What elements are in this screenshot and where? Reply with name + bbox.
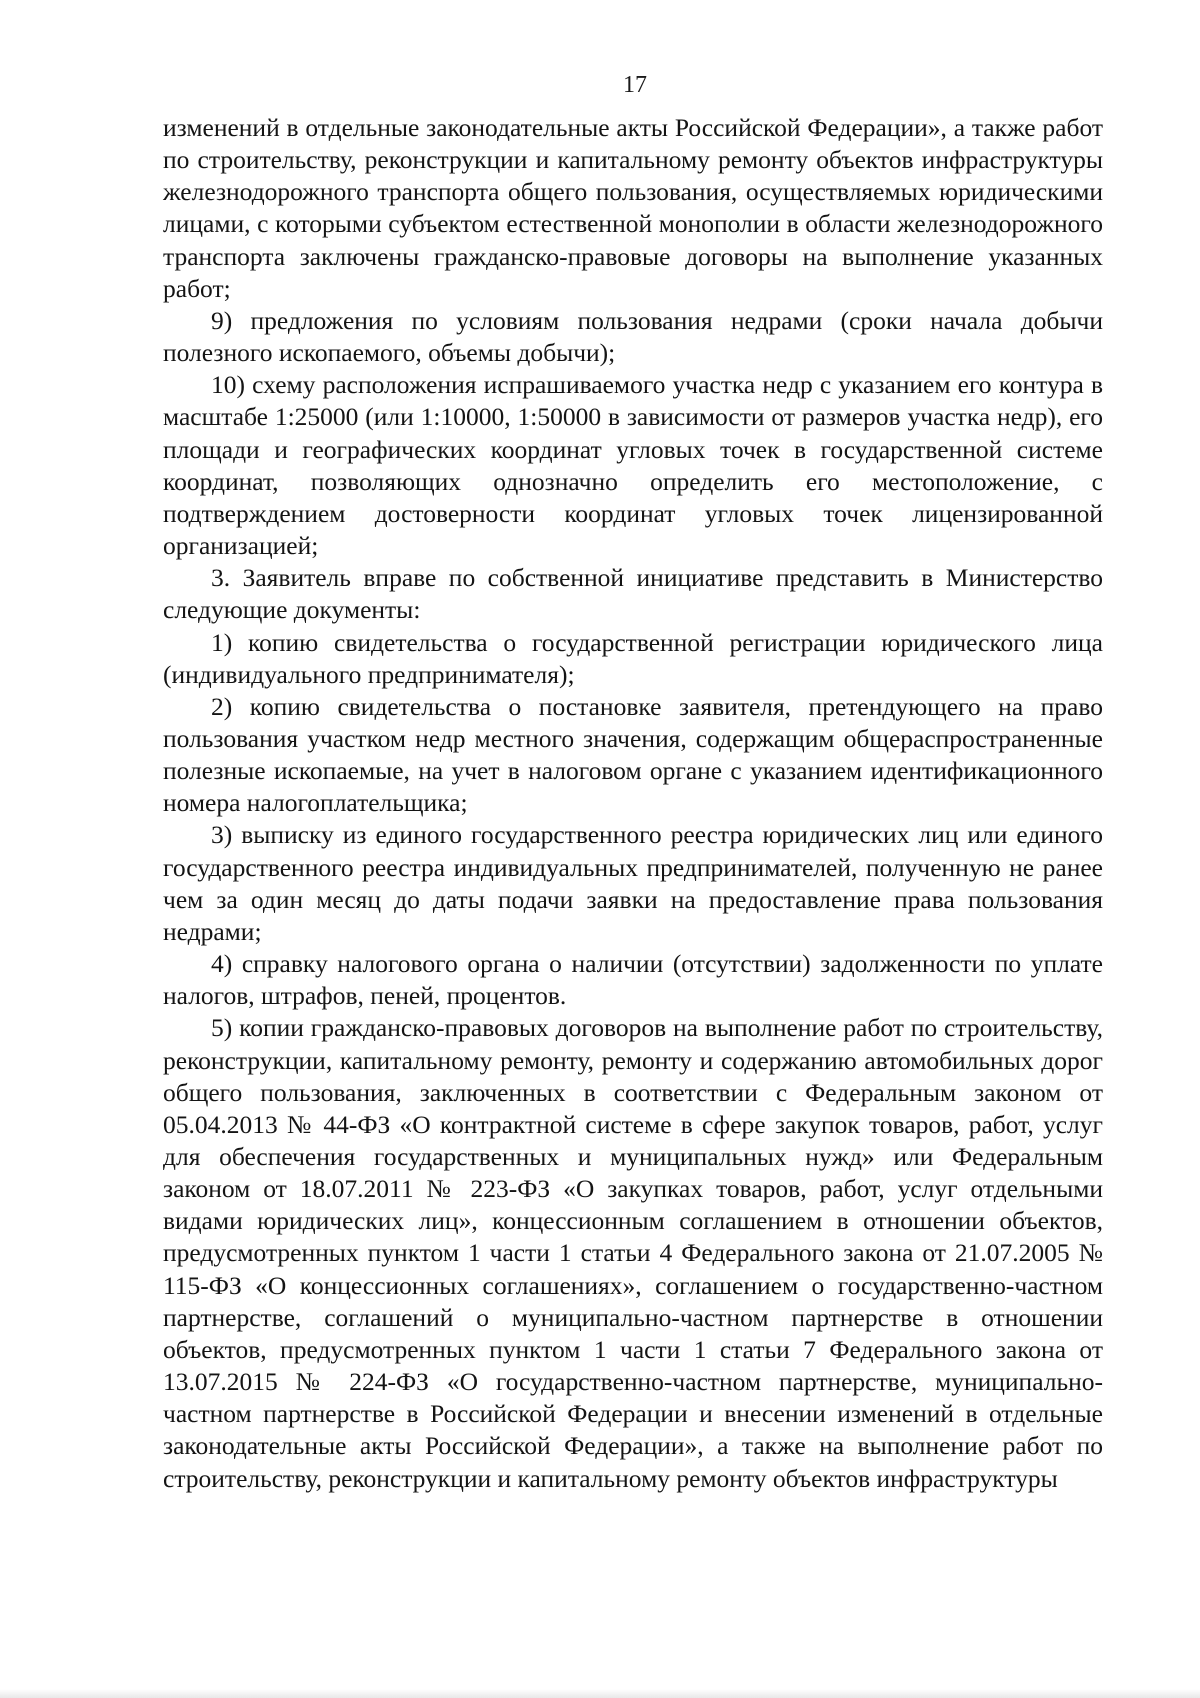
page-number: 17 (623, 72, 647, 98)
paragraph-item-1: 1) копию свидетельства о государственной регистрации юридического лица (индивидуального предпринимателя); (163, 627, 1103, 689)
paragraph-item-10: 10) схему расположения испрашиваемого участка недр с указанием его контура в масштабе 1:25000 (или 1:10000, 1:50000 в зависимости от размеров участка недр), его площади и географических координат угловых точек в государственной системе координат, позволяющих однозначно определить его местоположение, с подтверждением достоверности координат угловых точек лицензированной организацией; (163, 370, 1103, 561)
paragraph-continuation: изменений в отдельные законодательные акты Российской Федерации», а также работ по строительству, реконструкции и капитальному ремонту объектов инфраструктуры железнодорожного транспорта общего пользования, осуществляемых юридическими лицами, с которыми субъектом естественной монополии в области железнодорожного транспорта заключены гражданско-правовые договоры на выполнение указанных работ; (163, 113, 1103, 303)
scan-bottom-edge (0, 1689, 1200, 1698)
paragraph-item-9: 9) предложения по условиям пользования недрами (сроки начала добычи полезного ископаемого, объемы добычи); (163, 305, 1103, 368)
paragraph-item-4: 4) справку налогового органа о наличии (отсутствии) задолженности по уплате налогов, штрафов, пеней, процентов. (163, 949, 1103, 1011)
paragraph-item-3: 3) выписку из единого государственного реестра юридических лиц или единого государственного реестра индивидуальных предпринимателей, полученную не ранее чем за один месяц до даты подачи заявки на предоставление права пользования недрами; (163, 820, 1103, 946)
paragraph-section-3: 3. Заявитель вправе по собственной инициативе представить в Министерство следующие документы: (163, 563, 1103, 625)
paragraph-item-5: 5) копии гражданско-правовых договоров на выполнение работ по строительству, реконструкции, капитальному ремонту, ремонту и содержанию автомобильных дорог общего пользования, заключенных в соответствии с Федеральным законом от 05.04.2013 № 44-ФЗ «О контрактной системе в сфере закупок товаров, работ, услуг для обеспечения государственных и муниципальных нужд» или Федеральным законом от 18.07.2011 № 223-ФЗ «О закупках товаров, работ, услуг отдельными видами юридических лиц», концессионным соглашением в отношении объектов, предусмотренных пунктом 1 части 1 статьи 4 Федерального закона от 21.07.2005 № 115-ФЗ «О концессионных соглашениях», соглашением о государственно-частном партнерстве, соглашений о муниципально-частном партнерстве в отношении объектов, предусмотренных пунктом 1 части 1 статьи 7 Федерального закона от 13.07.2015 № 224-ФЗ «О государственно-частном партнерстве, муниципально-частном партнерстве в Российской Федерации и внесении изменений в отдельные законодательные акты Российской Федерации», а также на выполнение работ по строительству, реконструкции и капитальному ремонту объектов инфраструктуры (163, 1013, 1103, 1493)
paragraph-item-2: 2) копию свидетельства о постановке заявителя, претендующего на право пользования участком недр местного значения, содержащим общераспространенные полезные ископаемые, на учет в налоговом органе с указанием идентификационного номера налогоплательщика; (163, 691, 1103, 818)
document-body (163, 112, 1103, 1495)
